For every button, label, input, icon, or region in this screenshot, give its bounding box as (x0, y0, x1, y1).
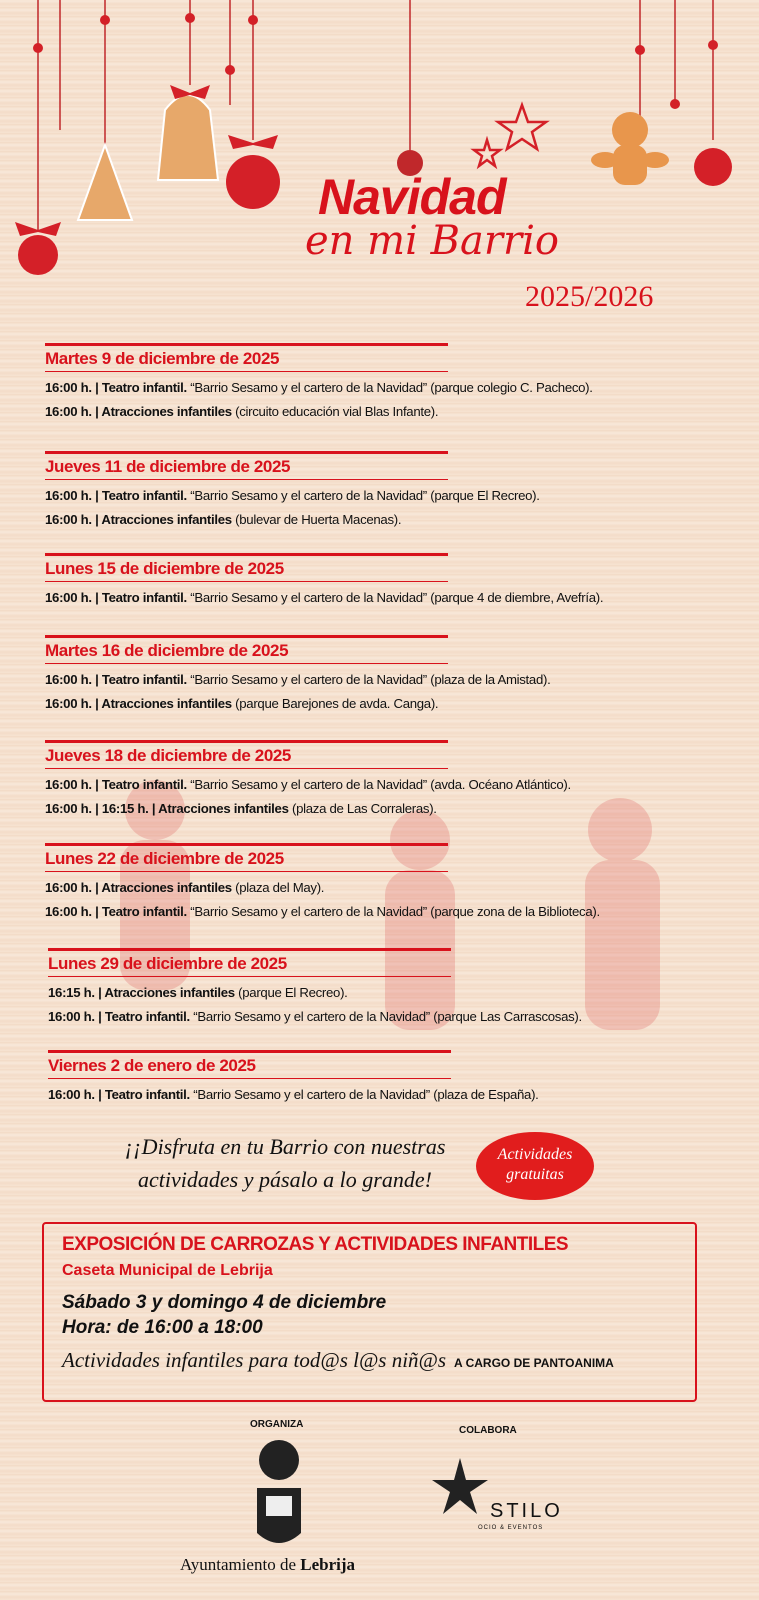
event-details: (circuito educación vial Blas Infante). (231, 404, 439, 419)
schedule-day (48, 948, 748, 1029)
event-time-activity: 16:00 h. | Atracciones infantiles (45, 404, 232, 419)
day-heading: Viernes 2 de enero de 2025 (48, 1056, 256, 1075)
divider (45, 871, 448, 872)
event-line (45, 586, 745, 610)
schedule-day (45, 635, 745, 716)
event-time-activity: 16:00 h. | Teatro infantil. (45, 590, 187, 605)
title-en-mi-barrio: en mi Barrio (305, 218, 559, 264)
event-time-activity: 16:00 h. | Teatro infantil. (45, 777, 187, 792)
day-heading: Jueves 11 de diciembre de 2025 (45, 457, 291, 476)
event-details: (plaza del May). (231, 880, 325, 895)
ayuntamiento-name: Lebrija (300, 1555, 356, 1574)
event-details: “Barrio Sesamo y el cartero de la Navidad” (parque El Recreo). (186, 488, 540, 503)
day-heading: Martes 16 de diciembre de 2025 (45, 641, 289, 660)
schedule-day (45, 451, 745, 532)
event-details: (parque El Recreo). (234, 985, 348, 1000)
event-details: “Barrio Sesamo y el cartero de la Navidad” (parque Las Carrascosas). (189, 1009, 582, 1024)
event-time-activity: 16:00 h. | 16:15 h. | Atracciones infantiles (45, 801, 289, 816)
exhibition-title: EXPOSICIÓN DE CARROZAS Y ACTIVIDADES INFANTILES (62, 1234, 569, 1255)
day-heading: Lunes 15 de diciembre de 2025 (45, 559, 284, 578)
event-line (45, 900, 745, 924)
event-line (45, 876, 745, 900)
event-line (45, 797, 745, 821)
schedule-day (48, 1050, 748, 1107)
exhibition-dates: Sábado 3 y domingo 4 de diciembre (62, 1292, 387, 1313)
event-time-activity: 16:00 h. | Teatro infantil. (45, 380, 187, 395)
event-details: “Barrio Sesamo y el cartero de la Navidad” (parque zona de la Biblioteca). (186, 904, 600, 919)
divider (45, 371, 448, 372)
event-time-activity: 16:00 h. | Teatro infantil. (48, 1009, 190, 1024)
event-details: “Barrio Sesamo y el cartero de la Navidad” (parque 4 de diembre, Avefría). (186, 590, 604, 605)
event-line (48, 1083, 748, 1107)
event-details: “Barrio Sesamo y el cartero de la Navidad” (parque colegio C. Pacheco). (186, 380, 593, 395)
title-navidad: Navidad (318, 169, 506, 225)
event-line (45, 484, 745, 508)
day-heading: Jueves 18 de diciembre de 2025 (45, 746, 291, 765)
exhibition-activities: Actividades infantiles para tod@s l@s niñ@s (62, 1348, 447, 1372)
exhibition-box (42, 1222, 697, 1402)
free-activities-badge (476, 1132, 594, 1200)
event-line (45, 773, 745, 797)
event-time-activity: 16:00 h. | Teatro infantil. (45, 488, 187, 503)
day-heading: Lunes 22 de diciembre de 2025 (45, 849, 284, 868)
event-line (45, 400, 745, 424)
event-details: (bulevar de Huerta Macenas). (231, 512, 402, 527)
divider (45, 581, 448, 582)
badge-line-1: Actividades (497, 1146, 573, 1163)
slogan-line-1: ¡¡Disfruta en tu Barrio con nuestras (124, 1134, 446, 1159)
divider (45, 479, 448, 480)
divider (45, 663, 448, 664)
event-time-activity: 16:00 h. | Atracciones infantiles (45, 512, 232, 527)
event-time-activity: 16:00 h. | Atracciones infantiles (45, 696, 232, 711)
event-details: “Barrio Sesamo y el cartero de la Navidad” (avda. Océano Atlántico). (186, 777, 571, 792)
slogan (110, 1130, 460, 1196)
schedule-day (45, 843, 745, 924)
organiza-label: ORGANIZA (250, 1419, 304, 1430)
exhibition-activities-row (62, 1348, 677, 1373)
ayuntamiento-lebrija-logo-text (180, 1555, 355, 1575)
exhibition-provider: A CARGO DE PANTOANIMA (454, 1356, 614, 1370)
slogan-line-2: actividades y pásalo a lo grande! (138, 1167, 432, 1192)
event-details: “Barrio Sesamo y el cartero de la Navidad” (plaza de España). (189, 1087, 539, 1102)
divider (48, 976, 451, 977)
divider (45, 768, 448, 769)
badge-line-2: gratuitas (506, 1166, 564, 1183)
schedule-day (45, 553, 745, 610)
day-heading: Martes 9 de diciembre de 2025 (45, 349, 280, 368)
event-time-activity: 16:15 h. | Atracciones infantiles (48, 985, 235, 1000)
day-heading: Lunes 29 de diciembre de 2025 (48, 954, 287, 973)
exhibition-venue: Caseta Municipal de Lebrija (62, 1262, 273, 1279)
colabora-label: COLABORA (459, 1425, 517, 1436)
schedule-day (45, 343, 745, 424)
stilo-text: STILO (490, 1500, 563, 1522)
event-time-activity: 16:00 h. | Teatro infantil. (48, 1087, 190, 1102)
event-details: “Barrio Sesamo y el cartero de la Navidad” (plaza de la Amistad). (186, 672, 551, 687)
lebrija-coat-of-arms-logo (252, 1438, 306, 1548)
stilo-subtitle: OCIO & EVENTOS (478, 1525, 544, 1531)
divider (48, 1078, 451, 1079)
event-details: (plaza de Las Corraleras). (288, 801, 437, 816)
event-line (45, 376, 745, 400)
schedule-day (45, 740, 745, 821)
event-time-activity: 16:00 h. | Atracciones infantiles (45, 880, 232, 895)
event-line (45, 692, 745, 716)
event-details: (parque Barejones de avda. Canga). (231, 696, 439, 711)
exhibition-hours: Hora: de 16:00 a 18:00 (62, 1317, 263, 1338)
event-line (45, 508, 745, 532)
event-line (45, 668, 745, 692)
event-line (48, 1005, 748, 1029)
event-time-activity: 16:00 h. | Teatro infantil. (45, 904, 187, 919)
ayuntamiento-prefix: Ayuntamiento de (180, 1555, 301, 1574)
event-time-activity: 16:00 h. | Teatro infantil. (45, 672, 187, 687)
season-year: 2025/2026 (525, 280, 654, 313)
event-line (48, 981, 748, 1005)
